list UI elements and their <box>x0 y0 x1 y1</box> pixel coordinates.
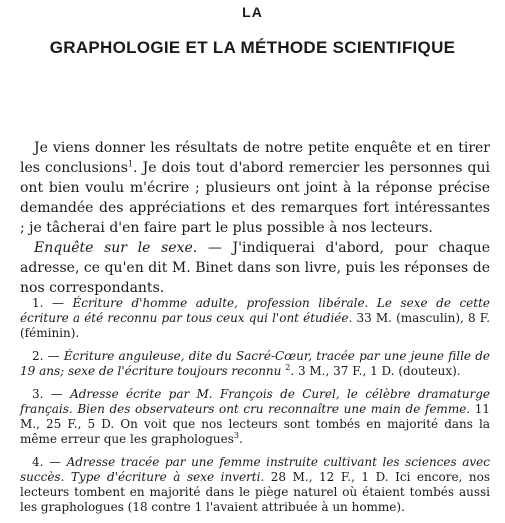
entry-results: 33 M. (masculin), 8 F. (féminin). <box>20 311 491 340</box>
page-title: GRAPHOLOGIE ET LA MÉTHODE SCIENTIFIQUE <box>49 38 456 57</box>
entry-tail: . 3 M., 37 F., 1 D. (douteux). <box>290 364 461 378</box>
intro-p1-text-b: . Je dois tout d'abord remercier les personnes qui ont bien voulu m'écrire ; plusieurs ont joint à la réponse précise demandée des appréciations et des remarques fort intéressantes ; je tâcherai d'en faire part le plus possible à nos lecteurs. <box>20 160 491 236</box>
entry-description: Adresse tracée par une femme instruite cultivant les sciences avec succès. Type d'écriture à sexe inverti. <box>20 455 490 484</box>
entry-list <box>20 296 490 523</box>
intro-paragraph-2 <box>20 238 490 298</box>
entry-description: Écriture anguleuse, dite du Sacré-Cœur, tracée par une jeune fille de 19 ans; sexe de l'écriture toujours reconnu <box>20 349 491 378</box>
entry-results: 28 M., 12 F., 1 D. Ici encore, nos lecteurs tombent en majorité dans le piège naturel où étaient tombés aussi les graphologues (18 contre 1 l'avaient attribuée à un homme). <box>20 470 490 514</box>
list-item <box>20 387 490 447</box>
intro-text <box>20 138 490 298</box>
intro-paragraph-1 <box>20 138 490 238</box>
list-item <box>20 455 490 515</box>
entry-description: Écriture d'homme adulte, profession libérale. Le sexe de cette écriture a été reconnu par tous ceux qui l'ont étudiée. <box>20 296 491 325</box>
entry-number: 1. — <box>32 296 64 310</box>
entry-number: 3. — <box>32 387 63 401</box>
entry-results: 11 M., 25 F., 5 D. On voit que nos lecteurs sont tombés en majorité dans la même erreur que les graphologues <box>20 402 490 446</box>
footnote-ref: 2 <box>285 363 291 372</box>
entry-description: Adresse écrite par M. François de Curel, le célèbre dramaturge français. Bien des observateurs ont cru reconnaître une main de femme. <box>20 387 490 416</box>
footnote-ref-1: 1 <box>127 159 134 169</box>
entry-number: 4. — <box>32 455 62 469</box>
entry-tail: . <box>239 432 243 446</box>
kicker-heading: LA <box>242 4 263 20</box>
intro-p2-text: — J'indiquerai d'abord, pour chaque adresse, ce qu'en dit M. Binet dans son livre, puis les réponses de nos correspondants. <box>20 240 490 296</box>
footnote-ref: 3 <box>233 431 240 440</box>
intro-p1-text-a: Je viens donner les résultats de notre petite enquête et en tirer les conclusions <box>20 140 490 176</box>
list-item <box>20 296 490 341</box>
list-item <box>20 349 490 379</box>
section-heading-inline: Enquête sur le sexe. <box>34 240 198 256</box>
entry-number: 2. — <box>32 349 60 363</box>
